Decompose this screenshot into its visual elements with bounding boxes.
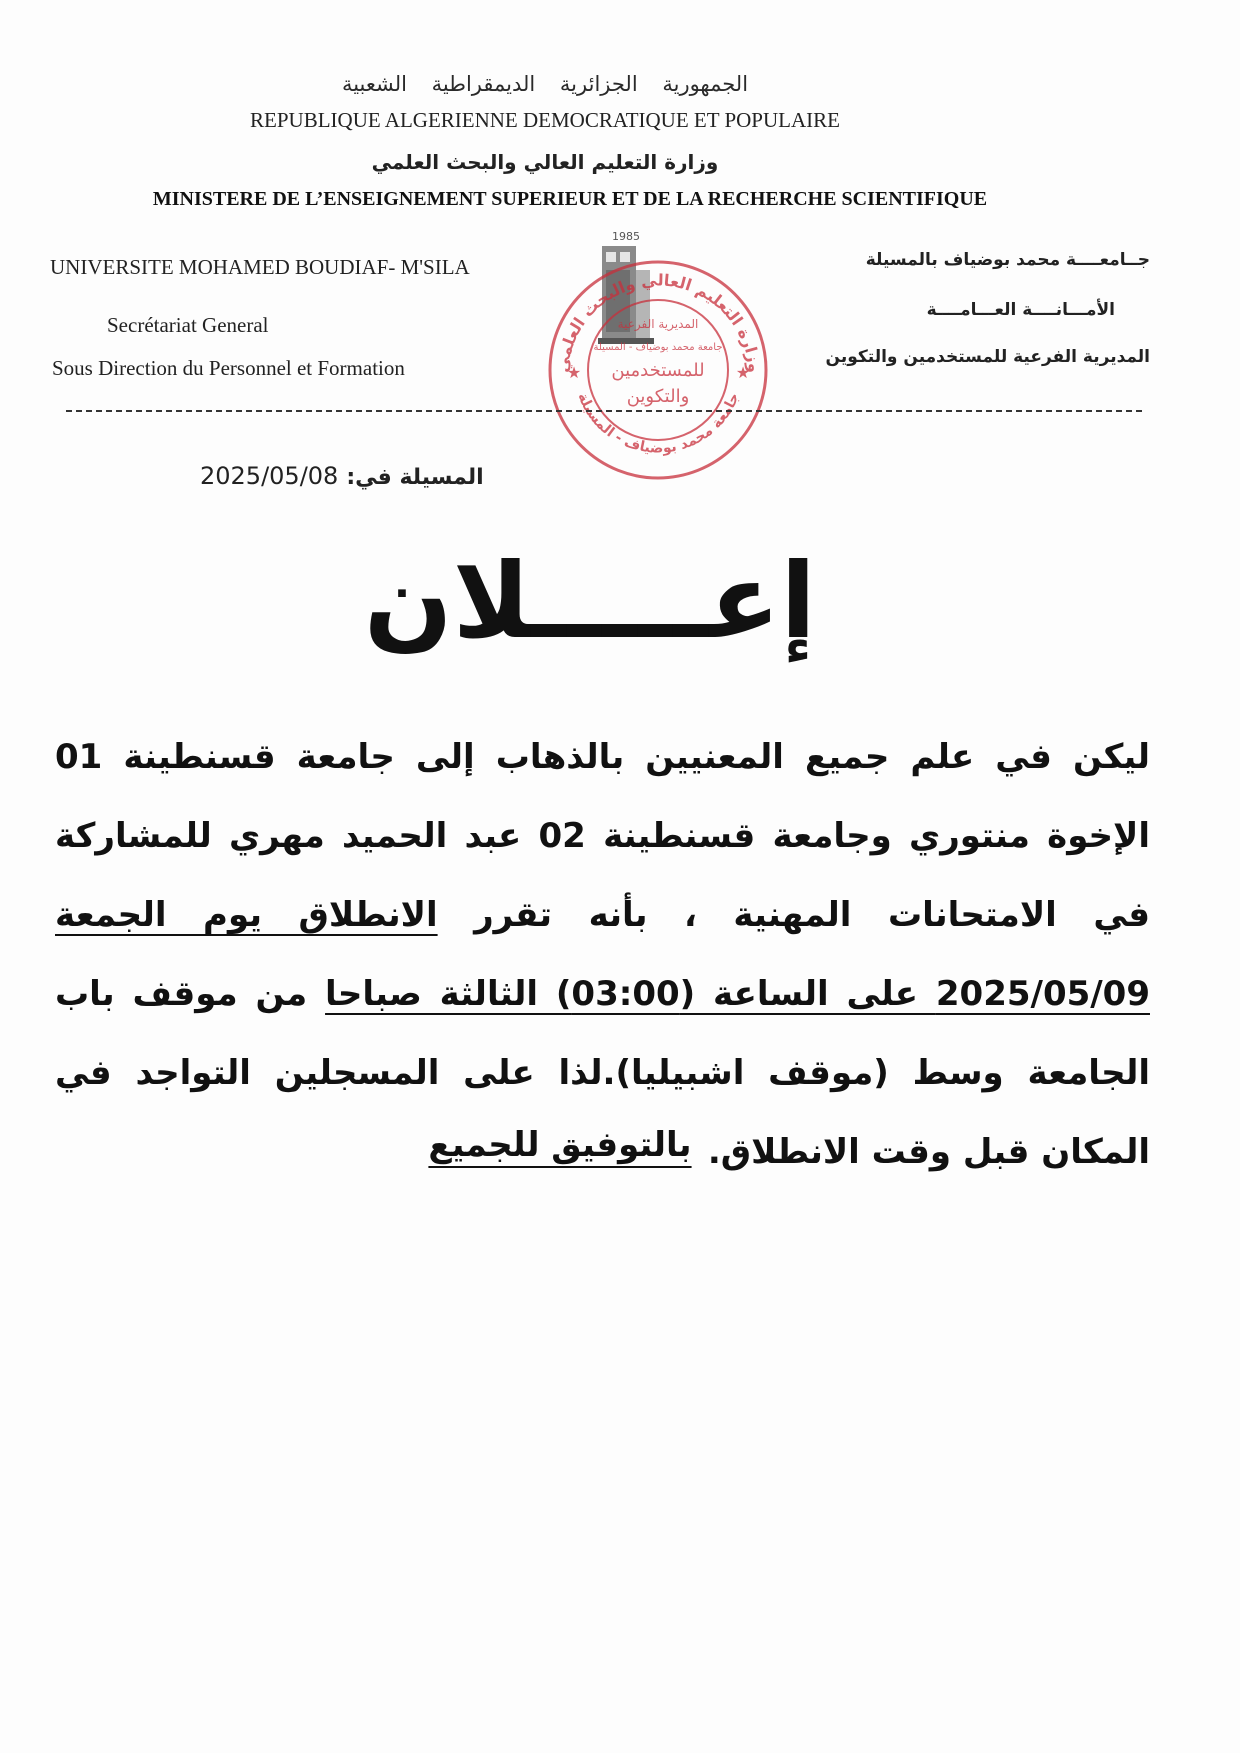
stamp-bottom-text: جامعة محمد بوضياف - المسيلة — [574, 390, 743, 457]
sub-direction-ar: المديرية الفرعية للمستخدمين والتكوين — [825, 347, 1150, 367]
body-part-1: ليكن في علم جميع المعنيين بالذهاب إلى جامعة قسنطينة 01 الإخوة منتوري وجامعة قسنطينة 02 عبد الحميد مهري للمشاركة في الامتحانات المهنية ، بأنه تقرر — [55, 737, 1150, 935]
announcement-body — [55, 718, 1150, 1192]
secretariat-ar: الأمـــانــــة العـــامــــة — [926, 300, 1115, 320]
official-stamp — [546, 258, 771, 483]
secretariat-fr: Secrétariat General — [107, 313, 269, 337]
date-value: 2025/05/08 — [200, 462, 339, 490]
stamp-inner-line2: للمستخدمين — [611, 360, 705, 381]
stamp-star-right: ★ — [735, 363, 751, 382]
body-underlined: الانطلاق يوم الجمعة 2025/05/09 على الساعة (03:00) الثالثة صباحا — [55, 895, 1150, 1014]
stamp-inner-line3: والتكوين — [626, 386, 690, 407]
ministry-title-ar: وزارة التعليم العالي والبحث العلمي — [371, 150, 719, 174]
republic-title-fr: REPUBLIQUE ALGERIENNE DEMOCRATIQUE ET POPULAIRE — [250, 108, 840, 132]
logo-year: 1985 — [612, 230, 640, 243]
republic-title-ar: الجمهورية الجزائرية الديمقراطية الشعبية — [341, 72, 749, 96]
body-part-2: من موقف باب الجامعة وسط (موقف اشبيليا).لذا على المسجلين التواجد في المكان قبل وقت الانطلاق. — [55, 974, 1150, 1172]
closing-line: بالتوفيق للجميع — [428, 1125, 692, 1165]
header-divider — [66, 410, 1142, 412]
sub-direction-fr: Sous Direction du Personnel et Formation — [52, 356, 405, 380]
ministry-title-fr: MINISTERE DE L’ENSEIGNEMENT SUPERIEUR ET DE LA RECHERCHE SCIENTIFIQUE — [152, 188, 988, 210]
date-line — [200, 462, 500, 490]
stamp-inner-top: المديرية الفرعية — [617, 317, 699, 331]
stamp-star-left: ★ — [566, 363, 582, 382]
university-name-fr: UNIVERSITE MOHAMED BOUDIAF- M'SILA — [50, 255, 470, 279]
stamp-inner-line1: جامعة محمد بوضياف - المسيلة — [593, 342, 723, 353]
stamp-outer-text: وزارة التعليم العالي والبحث العلمي — [552, 270, 765, 374]
university-name-ar: جــامعــــة محمد بوضياف بالمسيلة — [865, 250, 1150, 270]
date-label: المسيلة في: — [346, 465, 484, 490]
announcement-title: إعـــــلان — [363, 540, 817, 662]
